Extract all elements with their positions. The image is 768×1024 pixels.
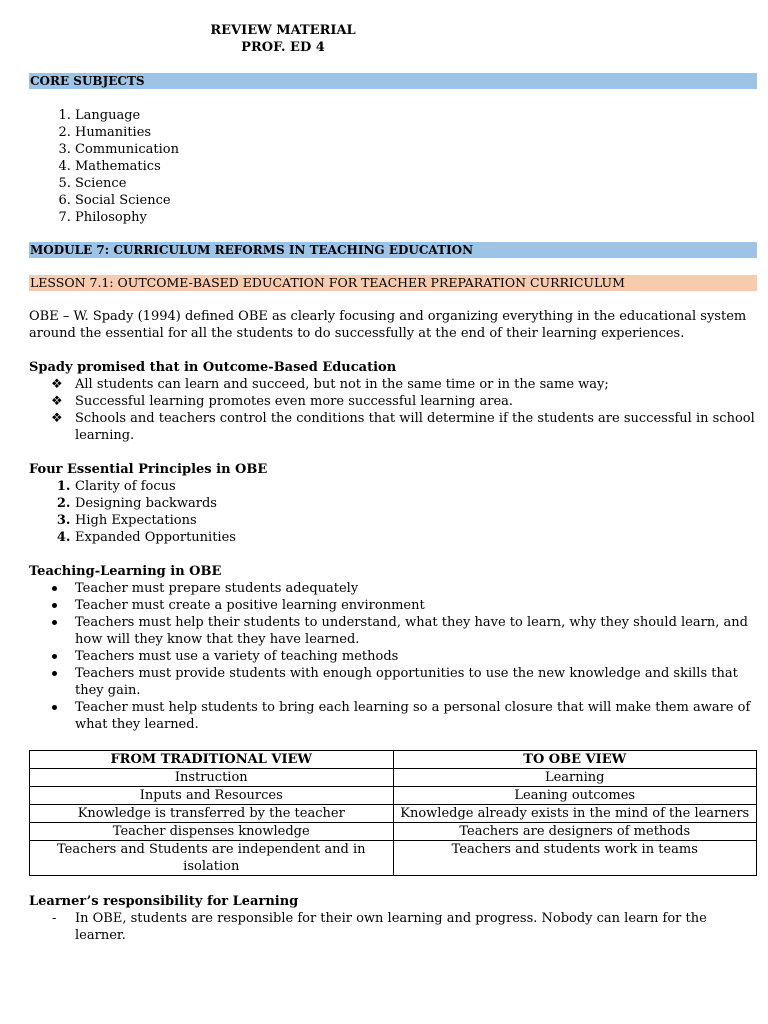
title-line-1: REVIEW MATERIAL xyxy=(210,23,356,38)
table-row xyxy=(30,823,757,841)
list-item: Teachers must provide students with enough opportunities to use the new knowledge and skills that they gain. xyxy=(75,665,757,699)
column-header-obe: TO OBE VIEW xyxy=(393,751,757,769)
table-header-row xyxy=(30,751,757,769)
list-item: ❖ Schools and teachers control the conditions that will determine if the students are successful in school learning. xyxy=(75,410,757,444)
document-title xyxy=(0,22,757,56)
column-header-traditional: FROM TRADITIONAL VIEW xyxy=(30,751,394,769)
comparison-table xyxy=(29,750,757,876)
list-item: Teacher must help students to bring each learning so a personal closure that will make them aware of what they learned. xyxy=(75,699,757,733)
list-item: 7. Philosophy xyxy=(75,209,757,226)
teaching-list xyxy=(29,580,757,733)
table-row xyxy=(30,841,757,876)
table-cell: Teacher dispenses knowledge xyxy=(30,823,394,841)
list-item: 2. Humanities xyxy=(75,124,757,141)
table-cell: Knowledge already exists in the mind of the learners xyxy=(393,805,757,823)
list-item: Teachers must use a variety of teaching methods xyxy=(75,648,757,665)
list-item: 4. Expanded Opportunities xyxy=(75,529,757,546)
principles-list xyxy=(29,478,757,546)
lesson-heading: LESSON 7.1: OUTCOME-BASED EDUCATION FOR TEACHER PREPARATION CURRICULUM xyxy=(29,275,757,291)
list-item: 1. Clarity of focus xyxy=(75,478,757,495)
table-row xyxy=(30,787,757,805)
principles-heading: Four Essential Principles in OBE xyxy=(29,462,268,477)
list-item: 3. Communication xyxy=(75,141,757,158)
table-row xyxy=(30,805,757,823)
responsibility-heading: Learner’s responsibility for Learning xyxy=(29,894,299,909)
list-item: 3. High Expectations xyxy=(75,512,757,529)
table-cell: Teachers are designers of methods xyxy=(393,823,757,841)
core-subjects-list xyxy=(29,107,757,226)
teaching-heading: Teaching-Learning in OBE xyxy=(29,564,222,579)
title-line-2: PROF. ED 4 xyxy=(241,40,325,55)
list-item: 5. Science xyxy=(75,175,757,192)
responsibility-list xyxy=(29,910,757,944)
list-item: 2. Designing backwards xyxy=(75,495,757,512)
table-cell: Instruction xyxy=(30,769,394,787)
list-item: Teachers must help their students to understand, what they have to learn, why they should learn, and how will they know that they have learned. xyxy=(75,614,757,648)
table-cell: Inputs and Resources xyxy=(30,787,394,805)
module-heading: MODULE 7: CURRICULUM REFORMS IN TEACHING EDUCATION xyxy=(29,242,757,258)
list-item: 6. Social Science xyxy=(75,192,757,209)
spady-list xyxy=(29,376,757,444)
table-cell: Leaning outcomes xyxy=(393,787,757,805)
list-item: - In OBE, students are responsible for their own learning and progress. Nobody can learn for the learner. xyxy=(75,910,757,944)
core-subjects-heading: CORE SUBJECTS xyxy=(29,73,757,89)
document-page xyxy=(29,22,757,944)
list-item: ❖ All students can learn and succeed, but not in the same time or in the same way; xyxy=(75,376,757,393)
table-cell: Teachers and students work in teams xyxy=(393,841,757,876)
table-cell: Teachers and Students are independent and in isolation xyxy=(30,841,394,876)
obe-definition: OBE – W. Spady (1994) defined OBE as clearly focusing and organizing everything in the educational system around the essential for all the students to do successfully at the end of their learning experiences. xyxy=(29,309,747,341)
table-cell: Knowledge is transferred by the teacher xyxy=(30,805,394,823)
table-cell: Learning xyxy=(393,769,757,787)
list-item: Teacher must create a positive learning environment xyxy=(75,597,757,614)
spady-heading: Spady promised that in Outcome-Based Education xyxy=(29,360,397,375)
list-item: Teacher must prepare students adequately xyxy=(75,580,757,597)
table-row xyxy=(30,769,757,787)
list-item: 1. Language xyxy=(75,107,757,124)
list-item: ❖ Successful learning promotes even more successful learning area. xyxy=(75,393,757,410)
list-item: 4. Mathematics xyxy=(75,158,757,175)
